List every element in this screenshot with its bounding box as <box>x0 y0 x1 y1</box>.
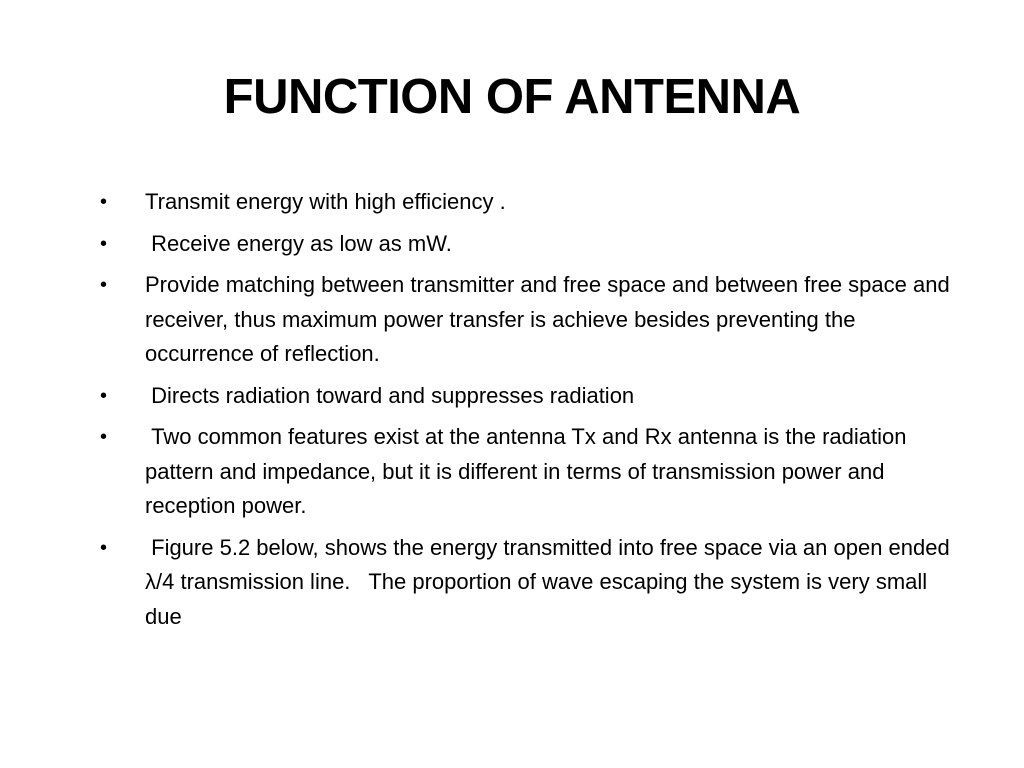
bullet-item <box>100 420 960 524</box>
bullet-item <box>100 531 960 635</box>
bullet-text: Figure 5.2 below, shows the energy transmitted into free space via an open ended λ/4 transmission line. The proportion of wave escaping the system is very small due <box>145 534 956 629</box>
slide-title: FUNCTION OF ANTENNA <box>223 70 801 124</box>
bullet-text: Provide matching between transmitter and free space and between free space and receiver, thus maximum power transfer is achieve besides preventing the occurrence of reflection. <box>145 272 956 366</box>
bullet-text: Receive energy as low as mW. <box>145 230 452 256</box>
bullet-icon: • <box>100 384 108 407</box>
bullet-icon: • <box>100 232 108 255</box>
bullet-item <box>100 379 960 414</box>
bullet-list <box>100 185 960 641</box>
bullet-item <box>100 227 960 262</box>
bullet-text: Two common features exist at the antenna Tx and Rx antenna is the radiation pattern and impedance, but it is different in terms of transmission power and reception power. <box>145 424 913 518</box>
bullet-text: Directs radiation toward and suppresses radiation <box>145 382 635 408</box>
bullet-item <box>100 268 960 372</box>
bullet-icon: • <box>100 536 108 559</box>
bullet-item <box>100 185 960 220</box>
bullet-icon: • <box>100 191 108 213</box>
bullet-icon: • <box>100 274 108 296</box>
bullet-icon: • <box>100 426 108 448</box>
bullet-text: Transmit energy with high efficiency . <box>145 189 506 214</box>
